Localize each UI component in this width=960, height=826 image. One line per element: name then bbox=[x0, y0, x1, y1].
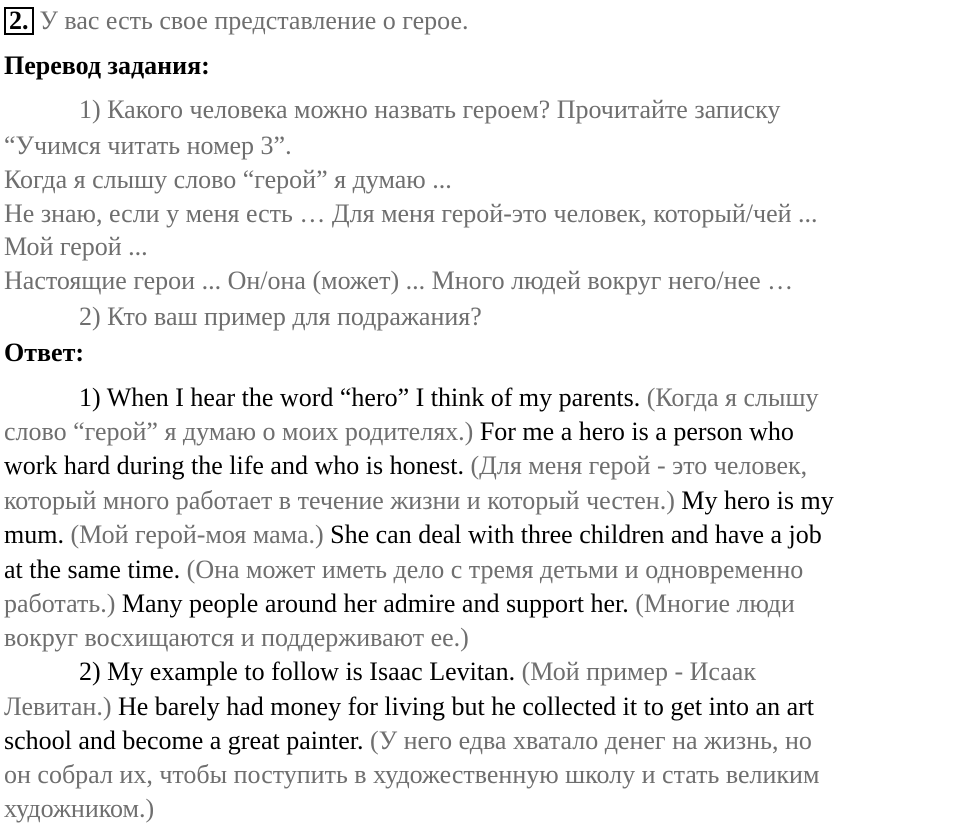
answer-russian: (Многие люди bbox=[635, 589, 795, 618]
answer-line bbox=[4, 555, 803, 585]
answer-russian: работать.) bbox=[4, 589, 116, 618]
answer-english: She can deal with three children and have a job bbox=[330, 520, 822, 549]
answer-line bbox=[4, 486, 834, 516]
translation-heading: Перевод задания: bbox=[4, 51, 210, 80]
answer-english: 2) My example to follow is Isaac Levitan. bbox=[79, 657, 516, 686]
answer-russian: вокруг восхищаются и поддерживают ее.) bbox=[4, 623, 469, 652]
answer-line bbox=[4, 760, 819, 790]
translation-line: Мой герой ... bbox=[4, 232, 148, 261]
answer-english: Many people around her admire and support her. bbox=[121, 589, 629, 618]
translation-line: Настоящие герои ... Он/она (может) ... Много людей вокруг него/нее … bbox=[4, 266, 794, 295]
answer-line bbox=[4, 794, 154, 824]
answer-russian: (Для меня герой - это человек, bbox=[470, 451, 808, 480]
task-header bbox=[4, 6, 469, 36]
answer-heading: Ответ: bbox=[4, 338, 85, 367]
answer-russian: (Когда я слышу bbox=[646, 383, 819, 412]
answer-line bbox=[4, 623, 469, 653]
answer-line bbox=[4, 589, 795, 619]
answer-line bbox=[4, 451, 807, 481]
translation-line: Когда я слышу слово “герой” я думаю ... bbox=[4, 165, 452, 194]
answer-russian: (У него едва хватало денег на жизнь, но bbox=[370, 726, 812, 755]
translation-line: 1) Какого человека можно назвать героем? Прочитайте записку bbox=[79, 95, 781, 124]
translation-line: Не знаю, если у меня есть … Для меня герой-это человек, который/чей ... bbox=[4, 199, 818, 228]
answer-russian: слово “герой” я думаю о моих родителях.) bbox=[4, 417, 474, 446]
translation-line: 2) Кто ваш пример для подражания? bbox=[79, 302, 482, 331]
answer-line bbox=[4, 520, 822, 550]
translation-line: “Учимся читать номер 3”. bbox=[4, 131, 292, 160]
answer-line bbox=[4, 383, 819, 413]
answer-english: work hard during the life and who is honest. bbox=[4, 451, 464, 480]
answer-english: mum. bbox=[4, 520, 64, 549]
answer-russian: он собрал их, чтобы поступить в художественную школу и стать великим bbox=[4, 760, 820, 789]
answer-line bbox=[4, 692, 814, 722]
answer-russian: (Мой герой-моя мама.) bbox=[70, 520, 324, 549]
task-title: У вас есть свое представление о герое. bbox=[39, 6, 469, 35]
task-number-box: 2. bbox=[4, 7, 34, 35]
answer-line bbox=[4, 417, 794, 447]
answer-russian: художником.) bbox=[4, 794, 155, 823]
answer-russian: который много работает в течение жизни и который честен.) bbox=[4, 486, 675, 515]
answer-english: 1) When I hear the word “hero” I think of my parents. bbox=[79, 383, 641, 412]
answer-english: For me a hero is a person who bbox=[479, 417, 794, 446]
answer-russian: Левитан.) bbox=[4, 692, 112, 721]
answer-english: at the same time. bbox=[4, 555, 181, 584]
answer-line bbox=[4, 657, 756, 687]
answer-english: My hero is my bbox=[681, 486, 834, 515]
answer-english: He barely had money for living but he collected it to get into an art bbox=[117, 692, 814, 721]
answer-russian: (Она может иметь дело с тремя детьми и одновременно bbox=[186, 555, 804, 584]
answer-line bbox=[4, 726, 812, 756]
answer-russian: (Мой пример - Исаак bbox=[521, 657, 756, 686]
answer-english: school and become a great painter. bbox=[4, 726, 364, 755]
